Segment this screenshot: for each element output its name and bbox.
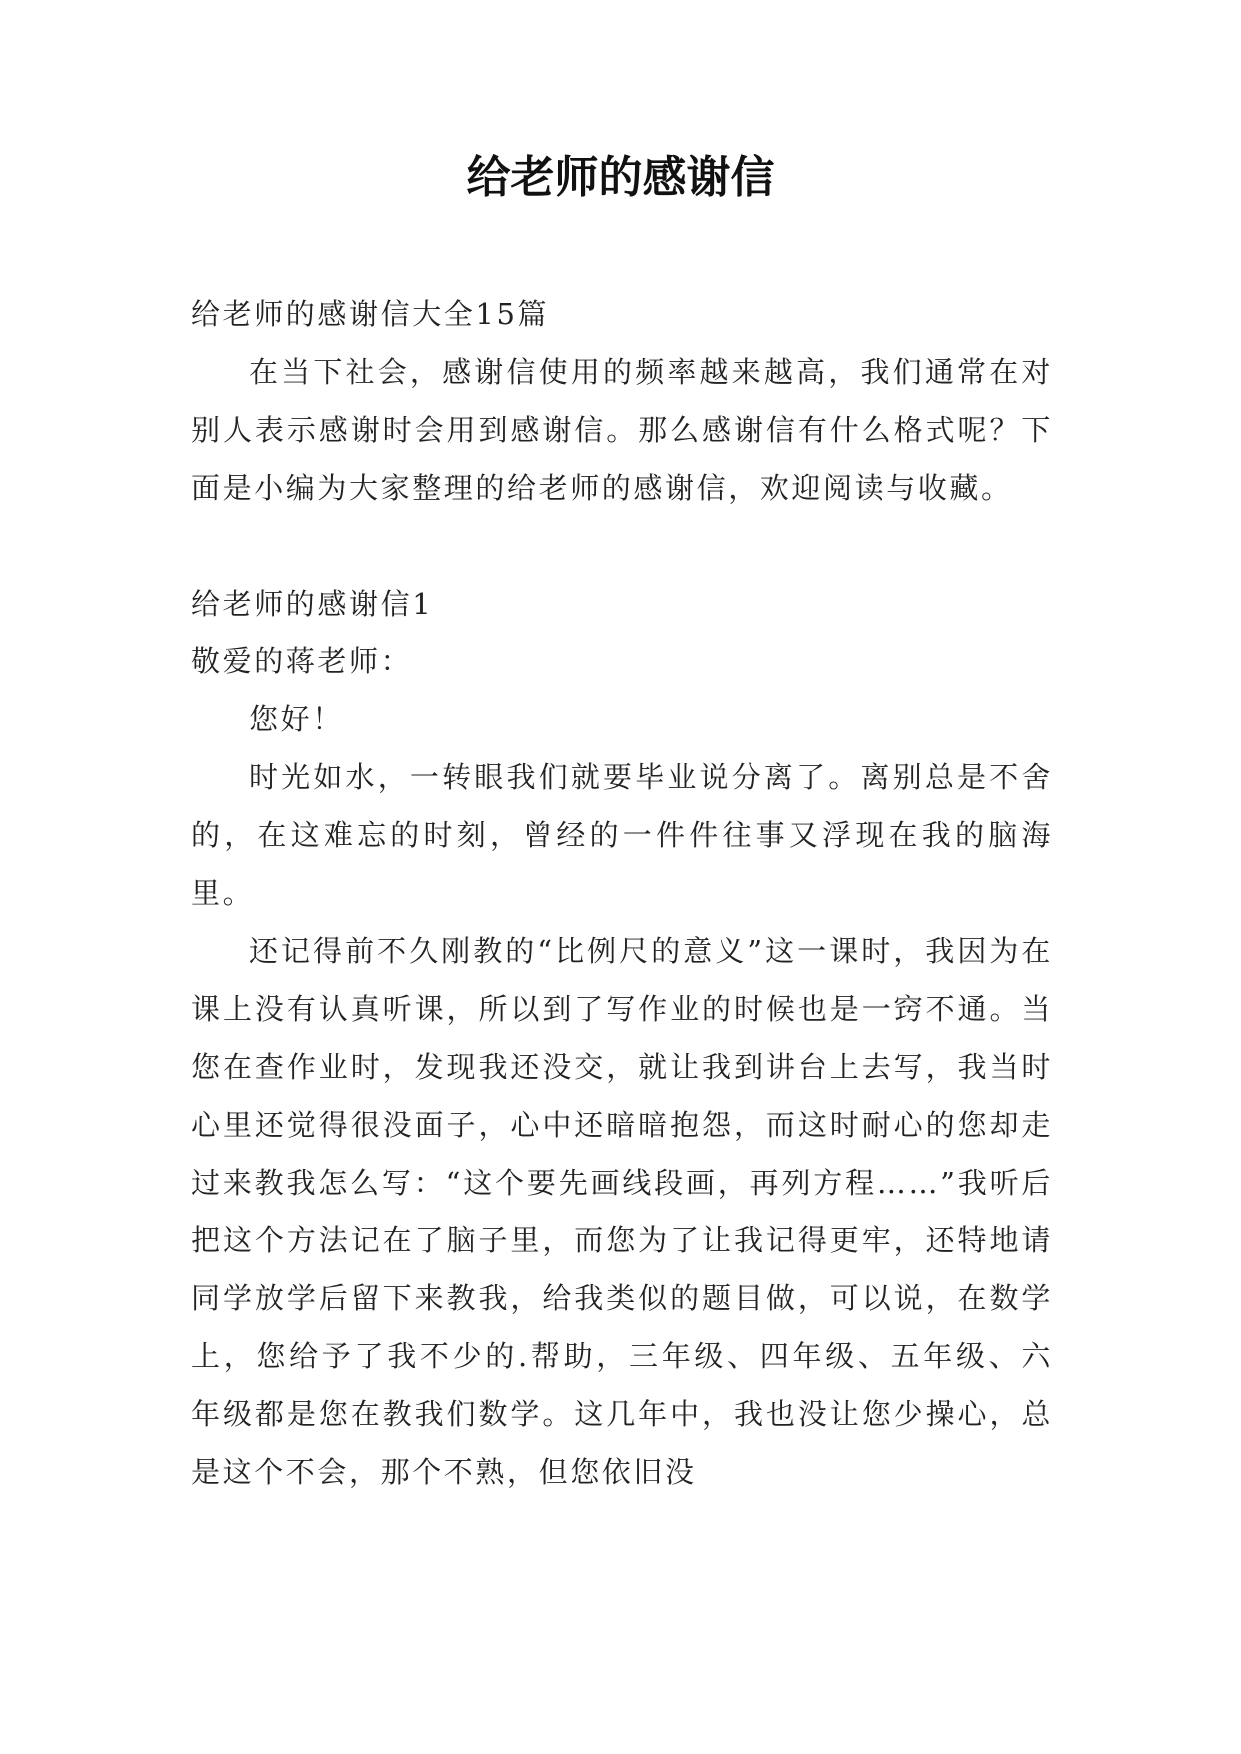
letter-paragraph: 时光如水，一转眼我们就要毕业说分离了。离别总是不舍的，在这难忘的时刻，曾经的一件件往事又浮现在我的脑海里。 — [191, 760, 1053, 911]
document-title: 给老师的感谢信 — [466, 152, 775, 203]
letter-greeting: 您好！ — [249, 702, 344, 737]
letter-paragraph: 还记得前不久刚教的“比例尺的意义”这一课时，我因为在课上没有认真听课，所以到了写作业的时候也是一窍不通。当您在查作业时，发现我还没交，就让我到讲台上去写，我当时心里还觉得很没面子，心中还暗暗抱怨，而这时耐心的您却走过来教我怎么写：“这个要先画线段画，再列方程……”我听后把这个方法记在了脑子里，而您为了让我记得更牢，还特地请同学放学后留下来教我，给我类似的题目做，可以说，在数学上，您给予了我不少的.帮助，三年级、四年级、五年级、六年级都是您在教我们数学。这几年中，我也没让您少操心，总是这个不会，那个不熟，但您依旧没 — [191, 933, 1053, 1490]
section-spacer — [191, 518, 1053, 576]
letter-salutation: 敬爱的蒋老师： — [191, 644, 413, 679]
intro-paragraph: 在当下社会，感谢信使用的频率越来越高，我们通常在对别人表示感谢时会用到感谢信。那么感谢信有什么格式呢？下面是小编为大家整理的给老师的感谢信，欢迎阅读与收藏。 — [191, 354, 1053, 505]
intro-heading: 给老师的感谢信大全15篇 — [191, 297, 550, 331]
document-body — [191, 286, 1053, 1502]
letter-heading: 给老师的感谢信1 — [191, 586, 434, 621]
